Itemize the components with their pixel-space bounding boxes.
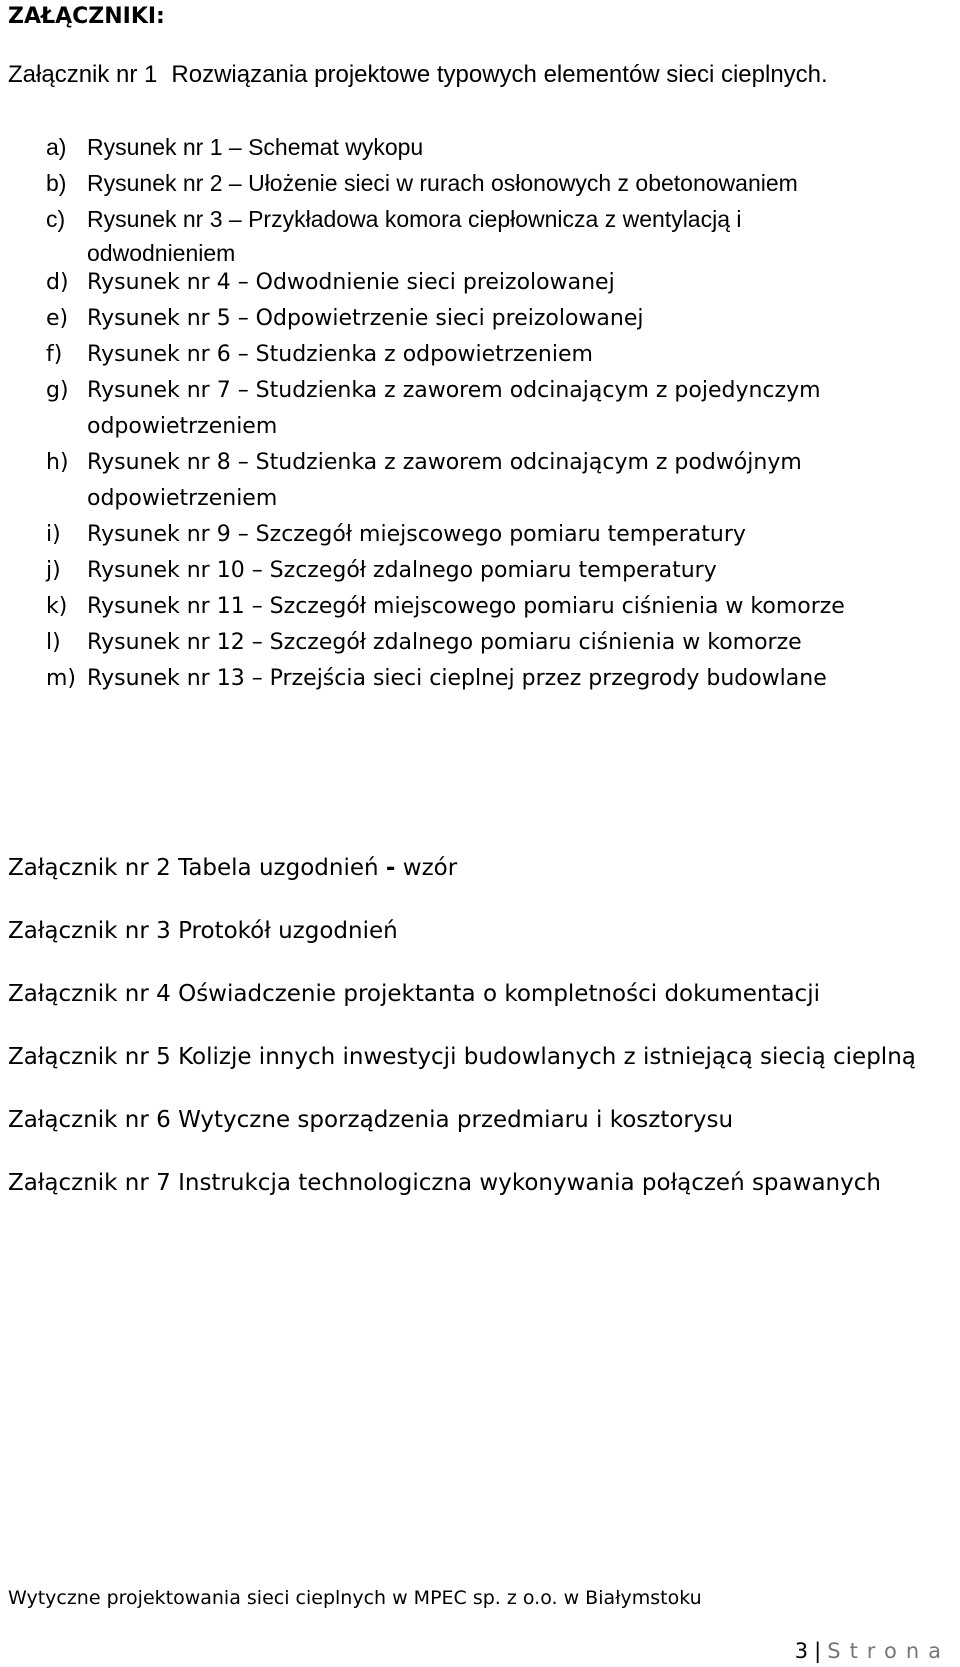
- drawing-item-text: Rysunek nr 1 – Schemat wykopu: [87, 134, 424, 160]
- drawing-item-c: [0, 200, 960, 266]
- drawing-item-f: [0, 336, 960, 374]
- attachment-1-number: Załącznik nr 1: [8, 61, 158, 88]
- attachment-item-suffix: wzór: [395, 855, 458, 881]
- drawing-item-j: [0, 552, 960, 590]
- drawing-item-text: Rysunek nr 6 – Studzienka z odpowietrzeniem: [87, 342, 593, 367]
- drawing-item-text: Rysunek nr 13 – Przejścia sieci cieplnej przez przegrody budowlane: [87, 666, 827, 691]
- drawing-item-letter: k): [46, 594, 68, 619]
- drawing-item-letter: h): [46, 450, 69, 475]
- drawing-item-text: Rysunek nr 2 – Ułożenie sieci w rurach osłonowych z obetonowaniem: [87, 170, 798, 196]
- attachment-1-text: Rozwiązania projektowe typowych elementów sieci cieplnych.: [171, 61, 828, 88]
- attachment-item-5: [8, 1037, 916, 1077]
- drawing-item-text: Rysunek nr 8 – Studzienka z zaworem odcinającym z podwójnym: [87, 450, 802, 475]
- attachment-1-heading: [8, 59, 828, 91]
- drawing-item-letter: i): [46, 522, 61, 547]
- drawing-item-letter: f): [46, 342, 63, 367]
- drawing-item-letter: a): [46, 134, 67, 160]
- drawing-item-b: [0, 164, 960, 202]
- attachment-item-dash: -: [385, 855, 396, 881]
- drawing-item-e: [0, 300, 960, 338]
- drawing-item-a: [0, 128, 960, 166]
- attachment-item-text: Załącznik nr 2 Tabela uzgodnień: [8, 855, 386, 881]
- drawing-item-text-continued: odpowietrzeniem: [87, 486, 278, 511]
- drawing-item-m: [0, 660, 960, 698]
- drawing-item-letter: d): [46, 270, 69, 295]
- attachment-item-text: Załącznik nr 6 Wytyczne sporządzenia przedmiaru i kosztorysu: [8, 1107, 734, 1133]
- attachment-item-text: Załącznik nr 4 Oświadczenie projektanta o kompletności dokumentacji: [8, 981, 820, 1007]
- attachment-item-text: Załącznik nr 7 Instrukcja technologiczna wykonywania połączeń spawanych: [8, 1170, 881, 1196]
- drawing-item-text-continued: odpowietrzeniem: [87, 414, 278, 439]
- drawing-item-l: [0, 624, 960, 662]
- drawing-item-text: Rysunek nr 3 – Przykładowa komora ciepłownicza z wentylacją i: [87, 206, 742, 232]
- drawing-item-letter: l): [46, 630, 61, 655]
- attachment-item-text: Załącznik nr 5 Kolizje innych inwestycji budowlanych z istniejącą siecią cieplną: [8, 1044, 916, 1070]
- page-number-separator: |: [814, 1639, 822, 1663]
- drawing-item-text: Rysunek nr 11 – Szczegół miejscowego pomiaru ciśnienia w komorze: [87, 594, 845, 619]
- attachment-item-2: [8, 848, 457, 888]
- drawing-item-g: [0, 372, 960, 439]
- drawing-item-text: Rysunek nr 7 – Studzienka z zaworem odcinającym z pojedynczym: [87, 378, 821, 403]
- drawing-item-letter: j): [46, 558, 61, 583]
- attachment-item-text: Załącznik nr 3 Protokół uzgodnień: [8, 918, 398, 944]
- drawing-item-text: Rysunek nr 4 – Odwodnienie sieci preizolowanej: [87, 270, 615, 295]
- attachment-item-7: [8, 1163, 881, 1203]
- drawing-item-text: Rysunek nr 5 – Odpowietrzenie sieci preizolowanej: [87, 306, 644, 331]
- attachment-item-3: [8, 911, 398, 951]
- drawing-item-letter: e): [46, 306, 69, 331]
- page-number-value: 3: [794, 1639, 809, 1663]
- page-number: [795, 1635, 950, 1667]
- drawing-item-text-continued: odwodnieniem: [87, 240, 236, 266]
- attachment-item-6: [8, 1100, 733, 1140]
- page-label: Strona: [827, 1639, 950, 1663]
- page-title: ZAŁĄCZNIKI:: [8, 4, 165, 29]
- drawing-item-i: [0, 516, 960, 554]
- drawing-item-text: Rysunek nr 10 – Szczegół zdalnego pomiaru temperatury: [87, 558, 717, 583]
- drawing-item-k: [0, 588, 960, 626]
- drawing-item-h: [0, 444, 960, 511]
- drawing-item-text: Rysunek nr 9 – Szczegół miejscowego pomiaru temperatury: [87, 522, 746, 547]
- attachment-item-4: [8, 974, 820, 1014]
- drawing-item-text: Rysunek nr 12 – Szczegół zdalnego pomiaru ciśnienia w komorze: [87, 630, 802, 655]
- drawing-item-letter: g): [46, 378, 69, 403]
- drawing-item-letter: m): [46, 666, 77, 691]
- drawing-item-letter: c): [46, 206, 66, 232]
- footer-text: Wytyczne projektowania sieci cieplnych w MPEC sp. z o.o. w Białymstoku: [8, 1587, 702, 1609]
- drawing-item-d: [0, 264, 960, 302]
- drawing-item-letter: b): [46, 170, 67, 196]
